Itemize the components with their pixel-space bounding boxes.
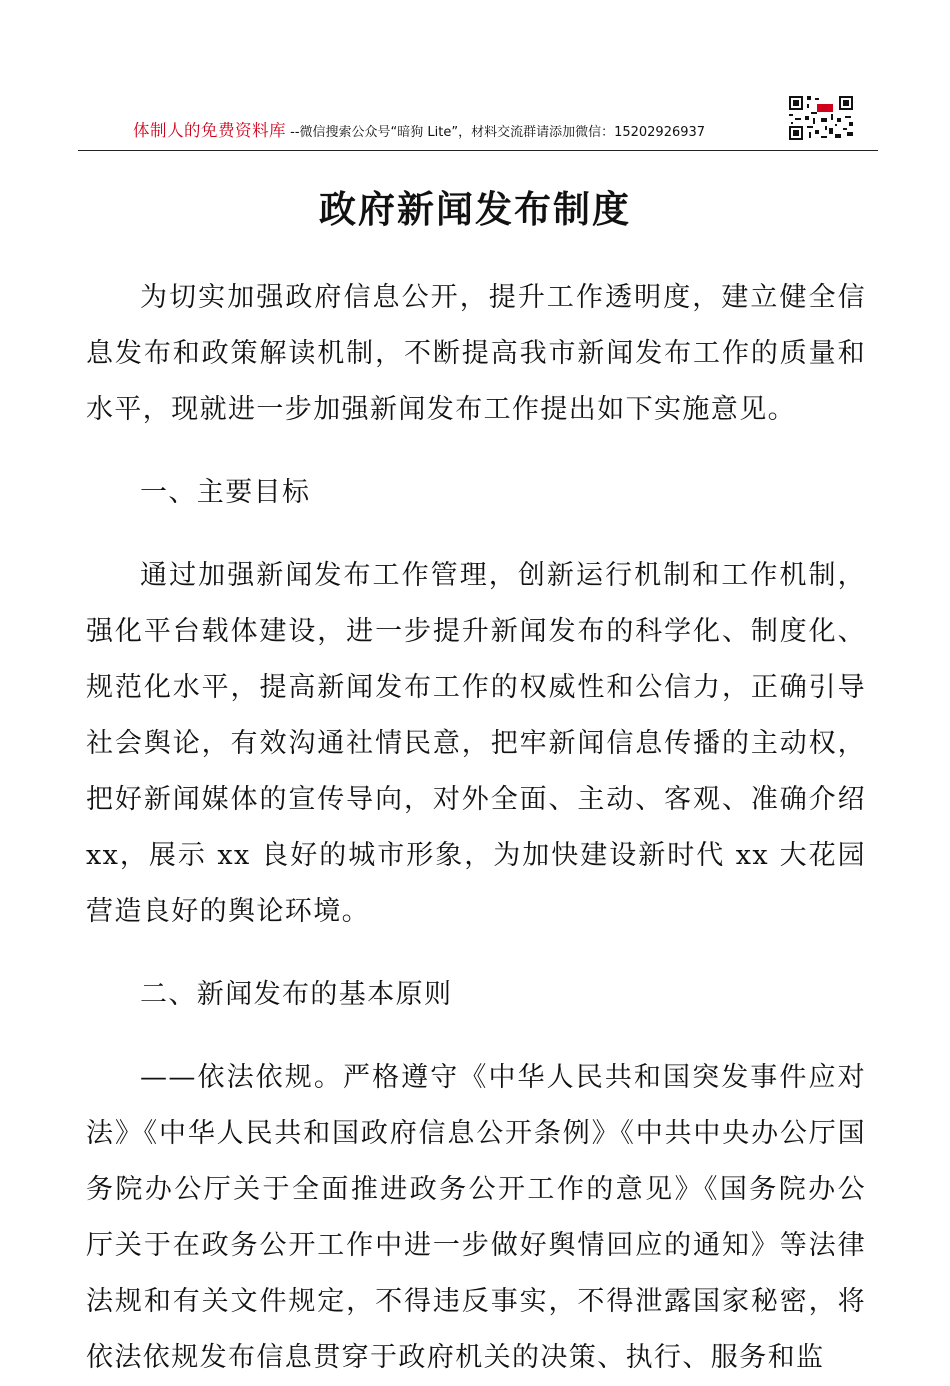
document-body — [86, 270, 866, 1386]
header-banner — [133, 120, 705, 144]
document-title: 政府新闻发布制度 — [319, 187, 631, 231]
header-brand: 体制人的免费资料库 — [133, 121, 286, 140]
section-heading-principles: 二、新闻发布的基本原则 — [140, 979, 453, 1010]
paragraph-intro: 为切实加强政府信息公开，提升工作透明度，建立健全信息发布和政策解读机制，不断提高我市新闻发布工作的质量和水平，现就进一步加强新闻发布工作提出如下实施意见。 — [86, 282, 866, 425]
paragraph-goals: 通过加强新闻发布工作管理，创新运行机制和工作机制，强化平台载体建设，进一步提升新闻发布的科学化、制度化、规范化水平，提高新闻发布工作的权威性和公信力，正确引导社会舆论，有效沟通社情民意，把牢新闻信息传播的主动权，把好新闻媒体的宣传导向，对外全面、主动、客观、准确介绍 xx，展示 xx 良好的城市形象，为加快建设新时代 xx 大花园营造良好的舆论环境。 — [86, 560, 866, 927]
section-heading-goals: 一、主要目标 — [140, 477, 311, 508]
paragraph-principle-law: ——依法依规。严格遵守《中华人民共和国突发事件应对法》《中华人民共和国政府信息公开条例》《中共中央办公厅国务院办公厅关于全面推进政务公开工作的意见》《国务院办公厅关于在政务公开工作中进一步做好舆情回应的通知》等法律法规和有关文件规定，不得违反事实，不得泄露国家秘密，将依法依规发布信息贯穿于政府机关的决策、执行、服务和监 — [86, 1062, 866, 1373]
page-header — [78, 88, 878, 151]
header-description: --微信搜索公众号“暗狗 Lite”，材料交流群请添加微信：15202926937 — [286, 125, 706, 140]
qr-code-icon — [787, 94, 855, 142]
